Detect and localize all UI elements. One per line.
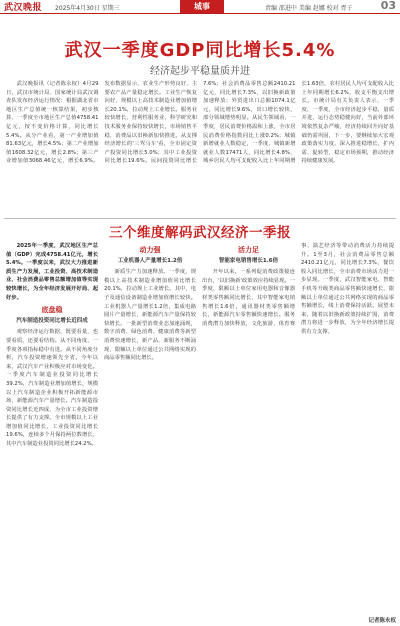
section-body-huolizu: 开年以来，一系列促消费政策接连出台，'以旧换新'政策效应持续显现。一季度，限额以上单位家用电器和音像器材类零售额同比增长，其中智能家电销售增长1.6倍，通讯器材类零售额增长，新能源汽车零售额快速增长。服务消费潜力加快释放，文化旅游、体育赛事、演艺经济等带动消费活力持续提升。1至3月，社会消费品零售总额2410.21亿元，同比增长7.3%，餐饮收入同比增长，全市消费市场活力进一步显现。一季度，武汉智能家电、智能手机等升级类商品零售额快速增长，限额以上单位通过公共网络实现的商品零售额增长，线上消费保持活跃。展望未来，随着以旧换新政策持续扩围，消费潜力将进一步释放，为全年经济增长提供有力支撑。 (202, 243, 394, 335)
editors-credit: 责编 邵进中 美编 赵娜 校对 胥子 (265, 5, 353, 12)
newspaper-logo: 武汉晚报 (4, 3, 43, 13)
feature-column-3-4 (202, 242, 394, 614)
section-divider (4, 218, 396, 219)
main-headline: 武汉一季度GDP同比增长5.4% (64, 40, 336, 61)
section-title-huolizu: 活力足 (238, 246, 259, 254)
feature-lead: 2025年一季度，武汉地区生产总值（GDP）完成4758.41亿元，增长5.4%。一季度以来，武汉大力推进新质生产力发展，工业投资、高技术制造业、社会消费品零售总额增加值等实现较快增长，为全年经济发展开好局、起好步。 (6, 243, 98, 301)
section-body-donglili: 新质生产力加速释放。一季度，规模以上高技术制造业增加值同比增长20.1%，拉动规上工业增长。其中，电子及通信设备制造业增加值增长较快。工业机器人产量增长1.2倍，集成电路圆片产量增长，新能源汽车产量保持较快增长。一批新型消费业态加速涌现，数字消费、绿色消费、健康消费等新型消费快速增长，新产品、新服务不断涌现，限额以上单位通过公共网络实现的商品零售额同比增长。 (104, 269, 196, 362)
feature-column-1 (6, 242, 98, 622)
section-body-dipanwen: 观察经济运行数据，既要看量，也要看质，还要看结构。从不同角度，一季度各项指标稳中有进。从不同角度分析，汽车投资增速领先全省。今年以来，武汉汽车产业积极应对市场变化。一季度汽车制造业投资同比增长39.2%，汽车制造业增加值增长，规模以上汽车制造企业积极开拓新能源市场，新能源汽车产量增长。汽车制造投资同比增长近四成，为全市工业投资增长提供了有力支撑。全市规模以上工业增加值同比增长，工业投资同比增长19.6%，连续多个月保持两位数增长，其中汽车制造业投资同比增长24.2%。 (6, 329, 98, 448)
article-body (6, 80, 394, 216)
feature-headline: 三个维度解码武汉经济一季报 (109, 225, 291, 241)
section-title-dipanwen: 底盘稳 (41, 306, 63, 315)
article-paragraph: 武汉晚报讯（记者陈永权）4月29日，武汉市统计局、国家统计局武汉调查队发布经济运行情况：根据湖北省市地区生产总值统一核算结果，初步核算，一季度全市地区生产总值4758.41亿元，按不变价格计算，同比增长5.4%。从分产业看，第一产业增加值81.63亿元，增长4.5%；第二产业增加值1608.32亿元，增长2.8%；第三产业增加值3068.46亿元，增长6.9%。发布数据显示，农业生产形势良好，主要农产品产量稳定增长。工业生产恢复向好，规模以上高技术制造业增加值增长20.1%，拉动规上工业增长。服务业较快增长，营利性服务业、科学研究和技术服务业保持较快增长，市场销售平稳，消费品以旧换新加快推进。从支撑经济增长的'三驾马车'看，全市固定资产投资同比增长5.0%；其中工业投资同比增长19.6%。民间投资同比增长7.6%；社会消费品零售总额2410.21亿元，同比增长7.3%，以旧换新政策加速释放；外贸进出口总额1074.1亿元，同比增长9.6%，出口增长较快，部分领域增势明显。从民生领域看，一季度，居民消费价格温和上涨，全市居民消费价格指数同比上涨0.2%；城镇新增就业人数稳定，一季度，城镇新增就业人数17471人，同比增长4.8%，城乡居民人均可支配收入比上年同期增长1.63倍，农村居民人均可支配收入比上年同期增长6.2%，收支平衡支出增长。市统计局有关负责人表示，一季度，一季度，全市经济起步平稳，量质并进，运行态势稳健向好，当前外部环境依然复杂严峻，经济持续回升向好基础仍需巩固，下一步，要继续加大宏观政策落实力度，深入推进稳增长、扩内需、促转型，稳定市场预期，推动经济持续健康发展。 (6, 81, 394, 165)
main-subheadline: 经济起步平稳量质并进 (150, 66, 250, 77)
issue-date: 2025年4月30日 星期三 (55, 5, 120, 12)
feature-column-2 (104, 242, 196, 622)
section-subtitle-huolizu: 智能家电销售增长1.6倍 (218, 257, 279, 264)
section-subtitle-dipanwen: 汽车制造投资同比增长近四成 (16, 317, 88, 324)
section-tag: 城事 (180, 0, 224, 13)
masthead-bar (0, 0, 400, 14)
page-number: 03 (380, 0, 396, 12)
section-subtitle-donglili: 工业机器人产量增长1.2倍 (117, 257, 183, 264)
reporter-credit: 记者陈永权 (368, 618, 396, 624)
section-title-donglili: 动力强 (139, 246, 161, 254)
